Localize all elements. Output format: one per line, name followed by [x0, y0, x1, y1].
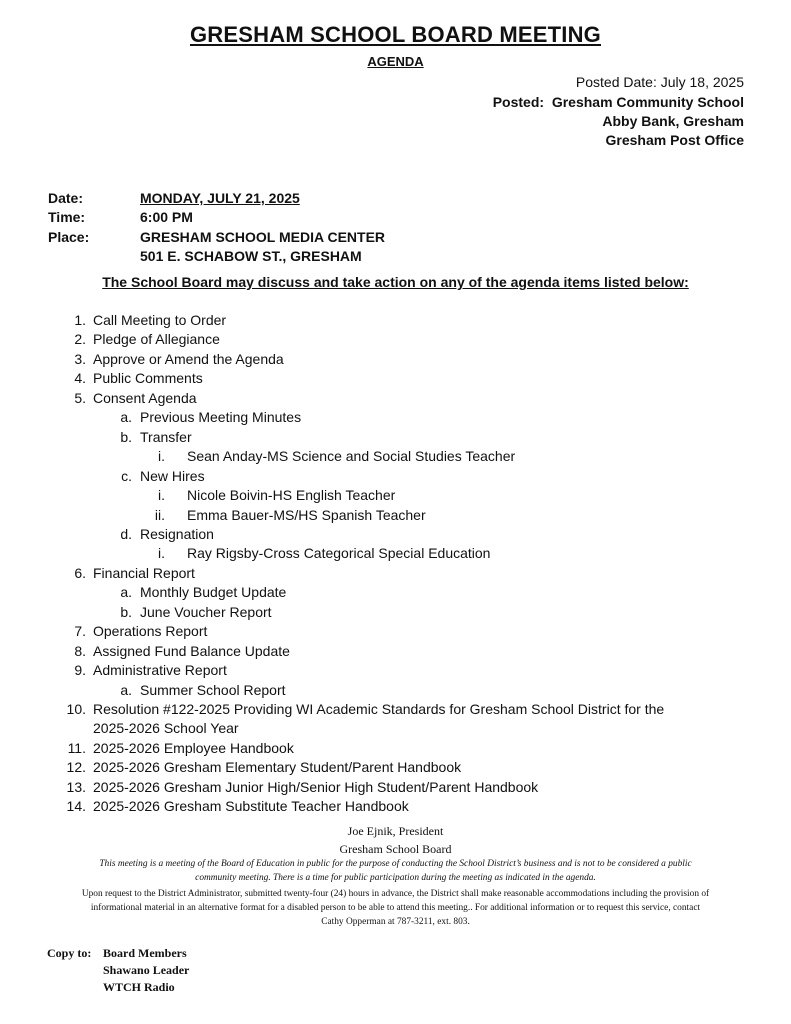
agenda-item-number: 4.	[74, 370, 86, 387]
page-title: GRESHAM SCHOOL BOARD MEETING	[190, 22, 601, 47]
agenda-subtitle: AGENDA	[367, 54, 424, 69]
agenda-item-number: b.	[120, 603, 132, 620]
agenda-item-text: Financial Report	[93, 564, 195, 581]
agenda-item-number: i.	[158, 545, 165, 562]
agenda-item	[0, 330, 791, 350]
agenda-item	[0, 797, 791, 817]
accommodation-notice-line-2: informational material in an alternative format for a disabled person to be able to attend this meeting.. For additional information or to request this service, contact	[90, 903, 701, 913]
agenda-item-number: a.	[120, 409, 132, 426]
accommodation-notice-line-1: Upon request to the District Administrator, submitted twenty-four (24) hours in advance, the District shall make reasonable accommodations including the provision of	[81, 889, 710, 899]
agenda-item-number: 11.	[67, 739, 86, 756]
agenda-item-text: Resolution #122-2025 Providing WI Academic Standards for Gresham School District for the	[93, 701, 665, 717]
agenda-item	[0, 622, 791, 642]
agenda-item-text: Administrative Report	[93, 662, 227, 679]
agenda-item-text: Operations Report	[93, 623, 208, 640]
agenda-item-text: Public Comments	[93, 370, 203, 387]
agenda-item-number: 9.	[74, 662, 86, 679]
agenda-item-text: Transfer	[140, 428, 192, 445]
agenda-item	[0, 758, 791, 778]
agenda-item	[0, 739, 791, 759]
copy-recipient: Shawano Leader	[103, 963, 190, 977]
posted-label: Posted:	[492, 94, 545, 110]
public-meeting-notice-line-2: community meeting. There is a time for public participation during the meeting as indicated in the agenda.	[195, 873, 596, 883]
agenda-item-number: 12.	[66, 759, 86, 776]
accommodation-notice-line-3: Cathy Opperman at 787-3211, ext. 803.	[321, 917, 470, 927]
agenda-item-number: d.	[120, 525, 132, 542]
agenda-item-text: Call Meeting to Order	[93, 312, 227, 328]
agenda-item-text: Summer School Report	[140, 681, 286, 698]
place-line-1: GRESHAM SCHOOL MEDIA CENTER	[140, 229, 386, 245]
agenda-item-text: 2025-2026 Employee Handbook	[93, 739, 294, 756]
agenda-item-text: Approve or Amend the Agenda	[93, 350, 284, 367]
time-value: 6:00 PM	[140, 209, 193, 225]
agenda-item-number: 3.	[74, 350, 86, 367]
agenda-item-number: 13.	[66, 778, 86, 795]
date-label: Date:	[48, 190, 84, 206]
agenda-item-text: Emma Bauer-MS/HS Spanish Teacher	[187, 506, 426, 523]
place-label: Place:	[48, 229, 90, 245]
agenda-item	[0, 350, 791, 370]
agenda-item	[0, 681, 791, 701]
agenda-item-number: 14.	[66, 798, 86, 815]
copy-to-label: Copy to:	[47, 946, 92, 960]
agenda-item	[0, 583, 791, 603]
agenda-item-number: 5.	[74, 389, 86, 406]
agenda-item	[0, 447, 791, 467]
agenda-item	[0, 389, 791, 409]
agenda-item-number: ii.	[154, 506, 165, 523]
agenda-item	[0, 428, 791, 448]
agenda-item	[0, 661, 791, 681]
agenda-item-number: i.	[158, 487, 165, 504]
agenda-item	[0, 486, 791, 506]
posted-location-2: Abby Bank, Gresham	[602, 113, 744, 129]
agenda-item	[0, 544, 791, 564]
agenda-item	[0, 525, 791, 545]
agenda-item-text: Resignation	[140, 525, 214, 542]
agenda-item-text: 2025-2026 Gresham Substitute Teacher Handbook	[93, 798, 409, 815]
signature-name: Joe Ejnik, President	[347, 824, 444, 838]
agenda-item	[0, 642, 791, 662]
agenda-item	[0, 603, 791, 623]
agenda-item-number: b.	[120, 428, 132, 445]
agenda-item	[0, 311, 791, 331]
agenda-item	[0, 719, 791, 739]
agenda-item	[0, 700, 791, 720]
agenda-item-text: Assigned Fund Balance Update	[93, 642, 290, 659]
agenda-item-number: 10.	[66, 701, 86, 717]
agenda-item	[0, 778, 791, 798]
posted-location-1	[493, 92, 744, 112]
agenda-item-number: 7.	[74, 623, 86, 640]
public-meeting-notice-line-1: This meeting is a meeting of the Board of Education in public for the purpose of conducting the School District’s business and is not to be considered a public	[99, 859, 692, 869]
place-line-2: 501 E. SCHABOW ST., GRESHAM	[140, 248, 362, 264]
agenda-item-number: 2.	[74, 331, 86, 348]
signature-org: Gresham School Board	[339, 842, 452, 856]
copy-recipient: Board Members	[103, 946, 187, 960]
action-notice: The School Board may discuss and take action on any of the agenda items listed below:	[102, 274, 689, 290]
agenda-item-text: Monthly Budget Update	[140, 584, 287, 601]
agenda-item-number: 1.	[74, 312, 86, 328]
posted-date: Posted Date: July 18, 2025	[575, 74, 744, 90]
agenda-item-text: 2025-2026 School Year	[93, 720, 239, 737]
agenda-item-text: June Voucher Report	[140, 603, 272, 620]
agenda-item-text: New Hires	[140, 467, 205, 484]
agenda-item-text: Previous Meeting Minutes	[140, 409, 302, 426]
agenda-item-text: 2025-2026 Gresham Elementary Student/Parent Handbook	[93, 759, 462, 776]
agenda-item-text: Ray Rigsby-Cross Categorical Special Education	[187, 545, 491, 562]
agenda-item-text: Pledge of Allegiance	[93, 331, 220, 348]
time-label: Time:	[48, 209, 86, 225]
agenda-item-number: c.	[121, 467, 132, 484]
agenda-item-number: 6.	[74, 564, 86, 581]
agenda-item	[0, 369, 791, 389]
agenda-item	[0, 467, 791, 487]
agenda-item-text: Nicole Boivin-HS English Teacher	[187, 487, 396, 504]
agenda-item-number: a.	[120, 681, 132, 698]
agenda-item	[0, 564, 791, 584]
agenda-item-number: 8.	[74, 642, 86, 659]
copy-recipient: WTCH Radio	[103, 980, 175, 994]
agenda-item	[0, 408, 791, 428]
agenda-item-number: a.	[120, 584, 132, 601]
agenda-item-text: 2025-2026 Gresham Junior High/Senior High Student/Parent Handbook	[93, 778, 539, 795]
posted-location-text: Gresham Community School	[551, 94, 744, 110]
agenda-item-text: Consent Agenda	[93, 389, 197, 406]
agenda-item-text: Sean Anday-MS Science and Social Studies Teacher	[187, 448, 516, 465]
date-value: MONDAY, JULY 21, 2025	[140, 190, 300, 206]
agenda-item	[0, 506, 791, 526]
posted-location-3: Gresham Post Office	[605, 132, 744, 148]
agenda-item-number: i.	[158, 448, 165, 465]
